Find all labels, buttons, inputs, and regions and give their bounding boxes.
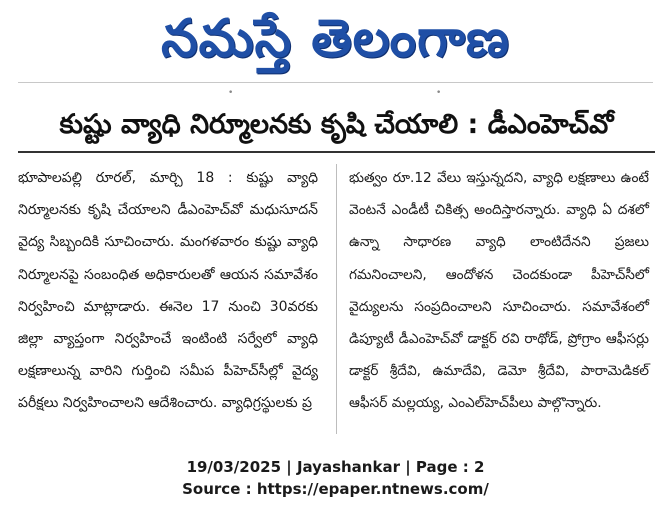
masthead <box>0 0 671 80</box>
article-column-left: భూపాలపల్లి రూరల్, మార్చి 18 : కుష్టు వ్యాధి నిర్మూలనకు కృషి చేయాలని డీఎంహెచ్‌వో మధుసూదన్ వైద్య సిబ్బందికి సూచించారు. మంగళవారం కుష్టు వ్యాధి నిర్మూలనపై సంబంధిత అధికారులతో ఆయన సమావేశం నిర్వహించి మాట్లాడారు. ఈనెల 17 నుంచి 30వరకు జిల్లా వ్యాప్తంగా నిర్వహించే ఇంటింటి సర్వేలో వ్యాధి లక్షణాలున్న వారిని గుర్తించి సమీప పీహెచ్‌సీల్లో వైద్య పరీక్షలు నిర్వహించాలని ఆదేశించారు. వ్యాధిగ్రస్థులకు ప్ర <box>18 170 318 412</box>
column-marker-right: • <box>436 88 442 98</box>
clipping-footer <box>0 456 671 500</box>
source-link[interactable]: Source : https://epaper.ntnews.com/ <box>182 480 489 498</box>
headline-rule <box>18 151 655 153</box>
edition-info: 19/03/2025 | Jayashankar | Page : 2 <box>186 458 485 476</box>
newspaper-logo-title: నమస్తే తెలంగాణ <box>161 9 510 69</box>
column-divider <box>336 164 337 434</box>
masthead-divider <box>18 82 653 83</box>
article-column-right: భుత్వం రూ.12 వేలు ఇస్తున్నదని, వ్యాధి లక్షణాలు ఉంటే వెంటనే ఎండీటీ చికిత్స అందిస్తారన్నారు. వ్యాధి ఏ దశలో ఉన్నా సాధారణ వ్యాధి లాంటిదేనని ప్రజలు గమనించాలని, ఆందోళన చెందకుండా పీహెచ్‌సీలో వైద్యులను సంప్రదించాలని సూచించారు. సమావేశంలో డిప్యూటీ డీఎంహెచ్‌వో డాక్టర్ రవి రాథోడ్, ప్రోగ్రాం ఆఫీసర్లు డాక్టర్ శ్రీదేవి, ఉమాదేవి, డెమో శ్రీదేవి, పారామెడికల్ ఆఫీసర్ మల్లయ్య, ఎంఎల్‌హెచ్‌పీలు పాల్గొన్నారు. <box>349 170 649 412</box>
column-marker-left: • <box>228 88 234 98</box>
news-article <box>18 100 655 445</box>
article-headline: కుష్టు వ్యాధి నిర్మూలనకు కృషి చేయాలి : డీఎంహెచ్‌వో <box>59 109 614 140</box>
